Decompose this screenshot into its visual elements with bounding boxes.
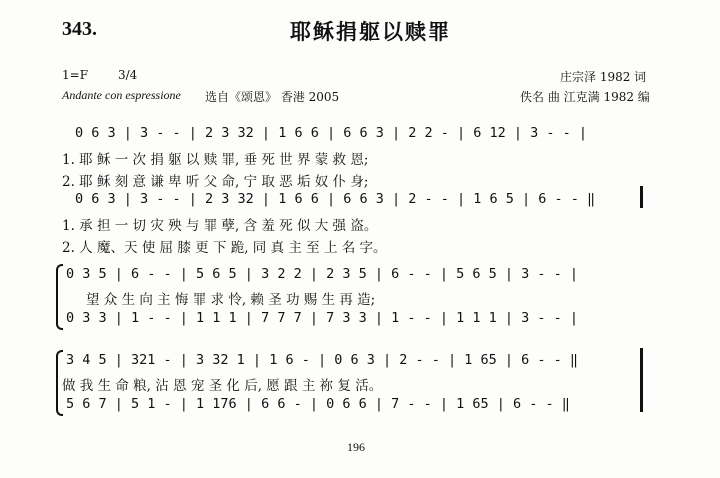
row4-lyrics: 做 我 生 命 粮, 沾 恩 宠 圣 化 后, 愿 跟 主 祢 复 活。: [62, 378, 383, 394]
row3-lyrics: 望 众 生 向 主 悔 罪 求 怜, 赖 圣 功 赐 生 再 造;: [86, 292, 376, 308]
row1-lyrics-verse1: 1. 耶 稣 一 次 捐 躯 以 赎 罪, 垂 死 世 界 蒙 救 恩;: [62, 152, 369, 168]
row2-lyrics-verse2: 2. 人 魔、天 使 屈 膝 更 下 跪, 同 真 主 至 上 名 字。: [62, 240, 387, 256]
hymn-title: 耶稣捐躯以赎罪: [290, 19, 451, 44]
system-brace: [56, 264, 63, 330]
composer-credit: 佚名 曲 江克满 1982 编: [520, 90, 650, 104]
hymn-number: 343.: [62, 18, 97, 40]
row3-upper-notation: 0 3 5 | 6 - - | 5 6 5 | 3 2 2 | 2 3 5 | 6 - - | 5 6 5 | 3 - - |: [66, 266, 579, 282]
row3-lower-notation: 0 3 3 | 1 - - | 1 1 1 | 7 7 7 | 7 3 3 | 1 - - | 1 1 1 | 3 - - |: [66, 310, 579, 326]
row1-notation: 0 6 3 | 3 - - | 2 3 32 | 1 6 6 | 6 6 3 | 2 2 - | 6 12 | 3 - - |: [75, 125, 588, 141]
row2-notation: 0 6 3 | 3 - - | 2 3 32 | 1 6 6 | 6 6 3 | 2 - - | 1 6 5 | 6 - - ‖: [75, 191, 596, 207]
row2-lyrics-verse1: 1. 承 担 一 切 灾 殃 与 罪 孽, 含 羞 死 似 大 强 盗。: [62, 218, 378, 234]
row1-lyrics-verse2: 2. 耶 稣 刻 意 谦 卑 听 父 命, 宁 取 恶 垢 奴 仆 身;: [62, 174, 369, 190]
final-barline: [640, 186, 643, 208]
final-barline: [640, 348, 643, 412]
time-signature: 3/4: [118, 68, 138, 82]
tempo-marking: Andante con espressione: [62, 88, 181, 102]
page-number: 196: [347, 440, 365, 454]
row4-lower-notation: 5 6 7 | 5 1 - | 1 176 | 6 6 - | 0 6 6 | 7 - - | 1 65 | 6 - - ‖: [66, 396, 570, 412]
lyricist-credit: 庄宗泽 1982 词: [560, 70, 647, 84]
source-credit: 选自《颂恩》 香港 2005: [205, 90, 340, 104]
key-signature: 1=F: [62, 68, 89, 82]
row4-upper-notation: 3 4 5 | 321 - | 3 32 1 | 1 6 - | 0 6 3 | 2 - - | 1 65 | 6 - - ‖: [66, 352, 579, 368]
